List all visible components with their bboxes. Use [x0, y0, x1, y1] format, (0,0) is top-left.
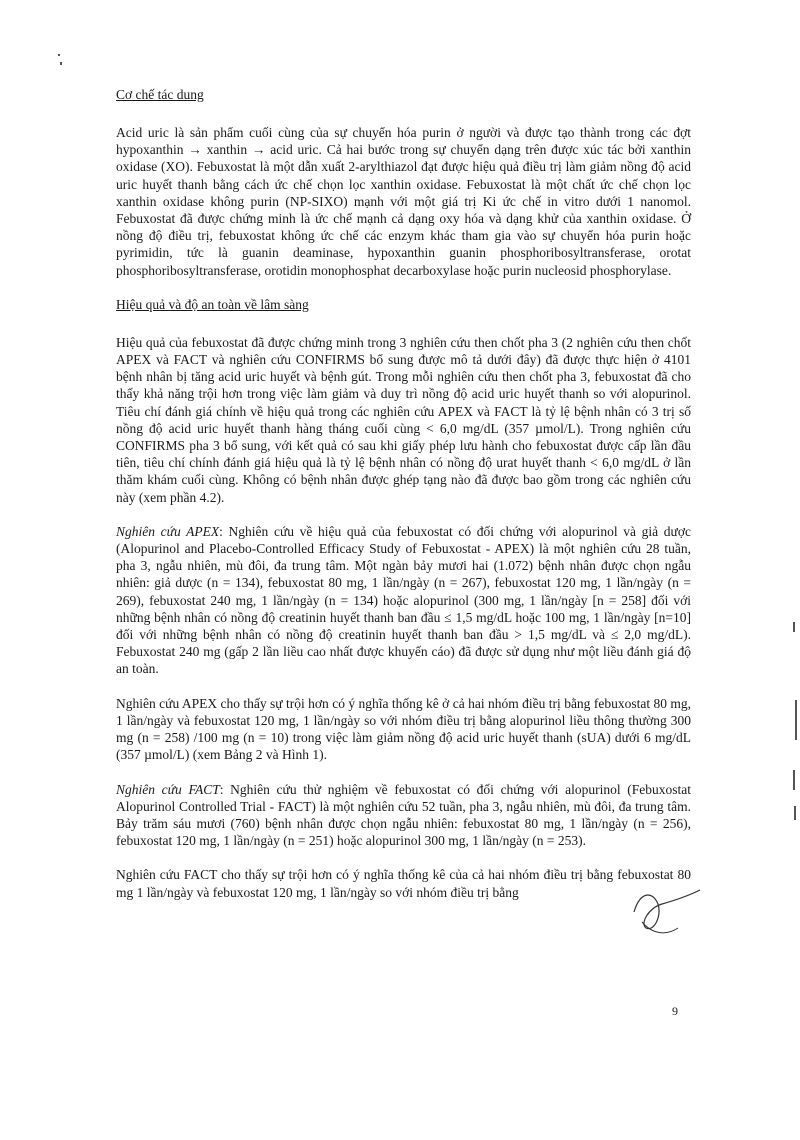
paragraph-apex-study: [116, 523, 691, 678]
scan-mark: [58, 54, 60, 56]
fact-study-body: : Nghiên cứu thử nghiệm về febuxostat có đối chứng với alopurinol (Febuxostat Alopurinol Controlled Trial - FACT) là một nghiên cứu 52 tuần, pha 3, ngẫu nhiên, mù đôi, đa trung tâm. Bảy trăm sáu mươi (760) bệnh nhân được chọn ngẫu nhiên: febuxostat 80 mg, 1 lần/ngày (n = 256), febuxostat 120 mg, 1 lần/ngày (n = 251) hoặc alopurinol 300 mg, 1 lần/ngày (n = 253).: [116, 781, 692, 849]
fact-study-title: Nghiên cứu FACT: [116, 781, 220, 797]
scan-mark: [794, 806, 796, 820]
paragraph-fact-result: Nghiên cứu FACT cho thấy sự trội hơn có ý nghĩa thống kê của cả hai nhóm điều trị bằng febuxostat 80 mg 1 lần/ngày và febuxostat 120 mg, 1 lần/ngày so với nhóm điều trị bằng: [116, 867, 691, 900]
paragraph-efficacy-overview: Hiệu quả của febuxostat đã được chứng minh trong 3 nghiên cứu then chốt pha 3 (2 nghiên cứu then chốt APEX và FACT và nghiên cứu CONFIRMS bổ sung được mô tả dưới đây) đã được thực hiện ở 4101 bệnh nhân bị tăng acid uric huyết và bệnh gút. Trong mỗi nghiên cứu then chốt pha 3, febuxostat đã cho thấy khả năng trội hơn trong việc làm giảm và duy trì nồng độ acid uric huyết thanh so với alopurinol. Tiêu chí đánh giá chính về hiệu quả trong các nghiên cứu APEX và FACT là tỷ lệ bệnh nhân có 3 trị số nồng độ acid uric huyết thanh hàng tháng cuối cùng < 6,0 mg/dL (357 µmol/L). Trong nghiên cứu CONFIRMS pha 3 bổ sung, với kết quả có sau khi giấy phép lưu hành cho febuxostat được cấp lần đầu tiên, tiêu chí chính đánh giá hiệu quả là tỷ lệ bệnh nhân có nồng độ urat huyết thanh < 6,0 mg/dL ở lần thăm khám cuối cùng. Không có bệnh nhân được ghép tạng nào đã được bao gồm trong các nghiên cứu này (xem phần 4.2).: [116, 334, 691, 505]
section-heading-mechanism: Cơ chế tác dung: [116, 87, 204, 102]
paragraph-mechanism: Acid uric là sản phẩm cuối cùng của sự chuyển hóa purin ở người và được tạo thành trong các đợt hypoxanthin → xanthin → acid uric. Cả hai bước trong sự chuyển dạng trên được xúc tác bởi xanthin oxidase (XO). Febuxostat là một dẫn xuất 2-arylthiazol đạt được hiệu quả điều trị làm giảm nồng độ acid uric huyết thanh bằng cách ức chế chọn lọc xanthin oxidase. Febuxostat là một chất ức chế chọn lọc xanthin oxidase không purin (NP-SIXO) mạnh với một giá trị Ki ức chế in vitro dưới 1 nanomol. Febuxostat đã được chứng minh là ức chế mạnh cả dạng oxy hóa và dạng khử của xanthin oxidase. Ở nồng độ điều trị, febuxostat không ức chế các enzym khác tham gia vào sự chuyển hóa purin hoặc pyrimidin, tức là guanin deaminase, hypoxanthin guanin phosphoribosyltransferase, orotat phosphoribosyltransferase, orotidin monophosphat decarboxylase hoặc purin nucleosid phosphorylase.: [116, 125, 691, 278]
apex-study-body: : Nghiên cứu về hiệu quả của febuxostat có đối chứng với alopurinol và giả dược (Alopurinol and Placebo-Controlled Efficacy Study of Febuxostat - APEX) là một nghiên cứu 28 tuần, pha 3, ngẫu nhiên, mù đôi, đa trung tâm. Một ngàn bảy mươi hai (1.072) bệnh nhân được chọn ngẫu nhiên: giả dược (n = 134), febuxostat 80 mg, 1 lần/ngày (n = 267), febuxostat 120 mg, 1 lần/ngày (n = 269), febuxostat 240 mg, 1 lần/ngày (n = 134) hoặc alopurinol (300 mg, 1 lần/ngày [n = 258] đối với những bệnh nhân có nồng độ creatinin huyết thanh ban đầu ≤ 1,5 mg/dL hoặc 100 mg, 1 lần/ngày [n=10] đối với những bệnh nhân có nồng độ creatinin huyết thanh ban đầu > 1,5 mg/dL và ≤ 2,0 mg/dL). Febuxostat 240 mg (gấp 2 lần liều cao nhất được khuyến cáo) đã được sử dụng như một liều đánh giá độ an toàn.: [116, 523, 691, 677]
scan-mark: [795, 700, 797, 740]
section-heading-efficacy: Hiệu quả và độ an toàn về lâm sàng: [116, 296, 309, 312]
page-number: 9: [672, 1004, 678, 1018]
scan-mark: [60, 62, 62, 65]
paragraph-apex-result: Nghiên cứu APEX cho thấy sự trội hơn có ý nghĩa thống kê ở cả hai nhóm điều trị bằng febuxostat 80 mg, 1 lần/ngày và febuxostat 120 mg, 1 lần/ngày so với nhóm điều trị bằng alopurinol liều thông thường 300 mg (n = 258) /100 mg (n = 10) trong việc làm giảm nồng độ acid uric huyết thanh (sUA) dưới 6 mg/dL (357 µmol/L) (xem Bảng 2 và Hình 1).: [116, 695, 691, 763]
scan-mark: [793, 622, 795, 632]
signature-icon: [626, 882, 706, 942]
paragraph-fact-study: [116, 781, 691, 850]
apex-study-title: Nghiên cứu APEX: [116, 523, 220, 539]
document-page: [116, 86, 691, 918]
scan-mark: [793, 770, 795, 790]
